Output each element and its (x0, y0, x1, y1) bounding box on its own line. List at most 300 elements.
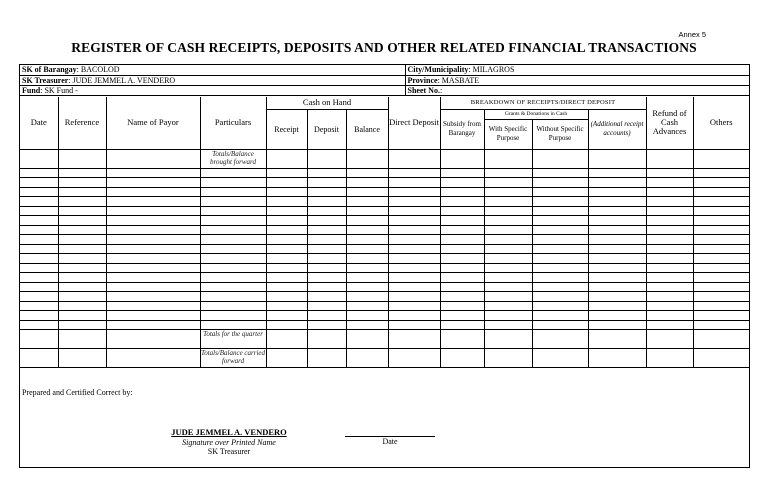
table-cell[interactable] (346, 282, 388, 292)
table-cell[interactable] (200, 254, 266, 264)
table-cell[interactable] (266, 206, 307, 216)
table-cell[interactable] (484, 225, 532, 235)
table-cell[interactable] (646, 263, 693, 273)
table-cell[interactable] (693, 282, 749, 292)
table-cell[interactable] (588, 216, 646, 226)
table-cell[interactable] (106, 149, 200, 168)
table-cell[interactable] (388, 149, 440, 168)
table-cell[interactable] (484, 244, 532, 254)
table-cell[interactable] (646, 206, 693, 216)
table-cell[interactable] (484, 216, 532, 226)
table-cell[interactable] (646, 311, 693, 321)
table-cell[interactable] (200, 206, 266, 216)
table-cell[interactable] (20, 149, 58, 168)
table-cell[interactable] (532, 216, 588, 226)
table-cell[interactable] (266, 225, 307, 235)
table-cell[interactable] (532, 178, 588, 188)
table-cell[interactable] (307, 197, 346, 207)
table-cell[interactable] (532, 282, 588, 292)
table-cell[interactable] (200, 292, 266, 302)
table-cell[interactable] (346, 263, 388, 273)
table-cell[interactable] (440, 197, 484, 207)
table-cell[interactable] (588, 206, 646, 216)
table-cell[interactable] (307, 149, 346, 168)
table-cell[interactable] (646, 235, 693, 245)
table-cell[interactable] (200, 320, 266, 330)
table-cell[interactable] (588, 292, 646, 302)
table-cell[interactable] (106, 216, 200, 226)
table-cell[interactable] (388, 349, 440, 368)
table-cell[interactable] (307, 225, 346, 235)
table-cell[interactable] (440, 311, 484, 321)
table-cell[interactable] (440, 282, 484, 292)
table-cell[interactable] (266, 244, 307, 254)
sheet-value: : (439, 85, 443, 95)
table-cell[interactable] (58, 197, 106, 207)
table-cell[interactable] (346, 178, 388, 188)
table-cell[interactable] (440, 263, 484, 273)
table-cell[interactable] (440, 168, 484, 178)
table-cell[interactable] (307, 320, 346, 330)
table-cell[interactable] (388, 235, 440, 245)
table-cell[interactable] (693, 244, 749, 254)
table-cell[interactable] (588, 178, 646, 188)
table-cell[interactable] (532, 292, 588, 302)
table-cell[interactable] (200, 235, 266, 245)
table-cell[interactable] (307, 168, 346, 178)
table-cell[interactable] (20, 178, 58, 188)
table-cell[interactable] (484, 168, 532, 178)
table-cell[interactable] (58, 149, 106, 168)
table-row (20, 311, 749, 321)
table-cell[interactable] (106, 244, 200, 254)
table-cell[interactable] (588, 254, 646, 264)
table-cell[interactable] (106, 292, 200, 302)
table-cell[interactable] (266, 320, 307, 330)
table-cell[interactable] (307, 301, 346, 311)
table-cell[interactable] (588, 168, 646, 178)
table-cell[interactable] (20, 349, 58, 368)
table-cell[interactable] (20, 263, 58, 273)
table-cell[interactable] (200, 263, 266, 273)
table-cell[interactable] (266, 187, 307, 197)
province-field[interactable] (405, 75, 749, 85)
table-cell[interactable] (20, 244, 58, 254)
table-cell[interactable] (20, 168, 58, 178)
table-cell[interactable] (388, 263, 440, 273)
table-cell[interactable] (440, 216, 484, 226)
table-cell[interactable] (307, 273, 346, 283)
table-cell[interactable] (58, 273, 106, 283)
table-cell[interactable] (484, 311, 532, 321)
table-cell[interactable] (440, 187, 484, 197)
table-cell[interactable] (200, 273, 266, 283)
table-cell[interactable] (58, 263, 106, 273)
table-cell[interactable] (200, 187, 266, 197)
table-cell[interactable] (200, 282, 266, 292)
table-cell[interactable] (440, 178, 484, 188)
table-cell[interactable] (266, 168, 307, 178)
table-cell[interactable] (646, 216, 693, 226)
table-cell[interactable] (20, 330, 58, 349)
table-cell[interactable] (532, 225, 588, 235)
table-cell[interactable] (346, 301, 388, 311)
barangay-label: SK of Barangay (22, 65, 77, 75)
table-cell[interactable] (346, 187, 388, 197)
table-cell[interactable] (346, 225, 388, 235)
table-cell[interactable] (307, 311, 346, 321)
table-cell[interactable] (388, 178, 440, 188)
table-cell[interactable] (346, 216, 388, 226)
table-cell[interactable] (200, 301, 266, 311)
table-cell[interactable] (200, 311, 266, 321)
table-cell[interactable] (588, 273, 646, 283)
table-cell[interactable] (388, 244, 440, 254)
table-cell[interactable] (532, 187, 588, 197)
table-cell[interactable] (388, 311, 440, 321)
table-cell[interactable] (484, 273, 532, 283)
table-cell[interactable] (588, 149, 646, 168)
table-cell[interactable] (20, 311, 58, 321)
table-cell[interactable] (646, 292, 693, 302)
table-cell[interactable] (646, 301, 693, 311)
table-cell[interactable] (20, 282, 58, 292)
table-cell[interactable] (106, 273, 200, 283)
col-header-payor: Name of Payor (106, 97, 200, 149)
table-cell[interactable] (346, 320, 388, 330)
table-cell[interactable] (484, 187, 532, 197)
table-cell[interactable] (693, 197, 749, 207)
table-cell[interactable] (693, 263, 749, 273)
table-cell[interactable] (388, 292, 440, 302)
table-cell[interactable] (532, 311, 588, 321)
table-cell[interactable] (106, 235, 200, 245)
table-cell[interactable] (58, 206, 106, 216)
signature-caption: Signature over Printed Name (182, 437, 276, 447)
table-cell[interactable] (484, 320, 532, 330)
table-cell[interactable] (693, 311, 749, 321)
table-cell[interactable] (693, 292, 749, 302)
table-cell[interactable] (588, 197, 646, 207)
table-cell[interactable] (266, 149, 307, 168)
col-header-reference: Reference (58, 97, 106, 149)
table-cell[interactable] (20, 197, 58, 207)
table-cell[interactable] (693, 187, 749, 197)
table-cell[interactable] (106, 178, 200, 188)
table-cell[interactable] (58, 301, 106, 311)
table-cell[interactable] (58, 178, 106, 188)
table-cell[interactable] (693, 235, 749, 245)
table-cell[interactable] (646, 149, 693, 168)
table-cell[interactable] (646, 244, 693, 254)
table-cell[interactable] (440, 349, 484, 368)
table-cell[interactable] (200, 225, 266, 235)
table-cell[interactable] (532, 301, 588, 311)
table-cell[interactable] (307, 349, 346, 368)
col-header-breakdown: BREAKDOWN OF RECEIPTS/DIRECT DEPOSIT (440, 97, 646, 109)
table-cell[interactable] (346, 168, 388, 178)
table-cell[interactable] (484, 178, 532, 188)
col-header-subsidy: Subsidy from Barangay (440, 109, 484, 149)
table-cell[interactable] (58, 235, 106, 245)
table-cell[interactable] (440, 330, 484, 349)
table-cell[interactable] (58, 282, 106, 292)
table-cell[interactable] (440, 244, 484, 254)
table-cell[interactable] (20, 225, 58, 235)
table-cell[interactable] (388, 187, 440, 197)
table-cell[interactable] (646, 282, 693, 292)
sheet-field[interactable] (405, 85, 749, 95)
fund-field[interactable] (20, 85, 405, 95)
table-cell[interactable] (388, 216, 440, 226)
table-cell[interactable] (532, 197, 588, 207)
table-cell[interactable] (646, 349, 693, 368)
table-cell[interactable] (646, 178, 693, 188)
table-cell[interactable] (646, 330, 693, 349)
treasurer-field[interactable] (20, 75, 405, 85)
table-cell[interactable] (646, 225, 693, 235)
table-cell[interactable] (532, 168, 588, 178)
table-cell[interactable] (588, 244, 646, 254)
table-cell[interactable] (588, 349, 646, 368)
table-cell[interactable] (440, 292, 484, 302)
table-cell[interactable] (693, 273, 749, 283)
table-cell[interactable] (307, 206, 346, 216)
treasurer-name: JUDE JEMMEL A. VENDERO (171, 427, 287, 437)
table-cell[interactable] (106, 168, 200, 178)
table-cell[interactable] (532, 263, 588, 273)
table-cell[interactable] (58, 254, 106, 264)
table-cell[interactable] (106, 282, 200, 292)
table-cell[interactable] (388, 320, 440, 330)
table-cell[interactable] (20, 206, 58, 216)
table-cell[interactable] (588, 330, 646, 349)
table-cell[interactable] (646, 320, 693, 330)
table-cell[interactable] (388, 254, 440, 264)
table-cell[interactable] (106, 301, 200, 311)
table-cell[interactable] (388, 197, 440, 207)
table-cell[interactable] (307, 263, 346, 273)
table-cell[interactable] (200, 197, 266, 207)
table-cell[interactable] (200, 216, 266, 226)
table-cell[interactable] (20, 254, 58, 264)
table-cell[interactable] (588, 187, 646, 197)
table-cell[interactable] (106, 349, 200, 368)
table-cell[interactable] (484, 235, 532, 245)
table-cell[interactable] (484, 292, 532, 302)
table-row (20, 292, 749, 302)
table-cell[interactable] (484, 254, 532, 264)
date-block (345, 428, 435, 446)
col-header-additional: (Additional receipt accounts) (588, 109, 646, 149)
table-cell[interactable] (440, 149, 484, 168)
table-cell[interactable] (106, 197, 200, 207)
table-cell[interactable] (346, 206, 388, 216)
table-cell[interactable] (484, 263, 532, 273)
table-cell[interactable] (646, 197, 693, 207)
table-cell[interactable] (266, 254, 307, 264)
table-cell[interactable] (440, 273, 484, 283)
table-cell[interactable] (266, 263, 307, 273)
table-cell[interactable] (440, 254, 484, 264)
table-cell[interactable] (106, 187, 200, 197)
col-header-receipt: Receipt (266, 109, 307, 149)
table-cell[interactable] (532, 273, 588, 283)
table-cell[interactable] (307, 187, 346, 197)
table-cell[interactable] (588, 235, 646, 245)
table-cell[interactable] (346, 273, 388, 283)
table-cell[interactable] (106, 320, 200, 330)
table-cell[interactable] (20, 301, 58, 311)
table-cell[interactable] (388, 168, 440, 178)
table-cell[interactable] (484, 301, 532, 311)
table-cell[interactable] (266, 349, 307, 368)
table-cell[interactable] (58, 216, 106, 226)
table-cell[interactable] (532, 235, 588, 245)
table-cell[interactable] (532, 149, 588, 168)
table-cell[interactable] (200, 178, 266, 188)
table-cell[interactable] (266, 178, 307, 188)
table-cell[interactable] (588, 263, 646, 273)
table-cell[interactable] (693, 330, 749, 349)
col-header-cash-on-hand: Cash on Hand (266, 97, 388, 109)
table-cell[interactable] (266, 301, 307, 311)
table-cell[interactable] (440, 225, 484, 235)
table-cell[interactable] (693, 320, 749, 330)
table-cell[interactable] (20, 273, 58, 283)
table-cell[interactable] (588, 225, 646, 235)
table-cell[interactable] (307, 216, 346, 226)
table-cell[interactable] (440, 206, 484, 216)
table-cell[interactable] (346, 244, 388, 254)
table-cell[interactable] (440, 301, 484, 311)
table-cell[interactable] (266, 273, 307, 283)
table-cell[interactable] (532, 254, 588, 264)
table-cell[interactable] (346, 292, 388, 302)
table-cell[interactable] (646, 168, 693, 178)
table-cell[interactable] (532, 330, 588, 349)
table-cell[interactable] (693, 301, 749, 311)
table-cell[interactable] (532, 206, 588, 216)
table-cell[interactable] (346, 254, 388, 264)
table-cell[interactable] (346, 149, 388, 168)
table-cell[interactable] (346, 311, 388, 321)
col-header-direct-deposit: Direct Deposit (388, 97, 440, 149)
table-cell[interactable] (388, 282, 440, 292)
table-cell[interactable] (693, 254, 749, 264)
table-cell[interactable] (266, 292, 307, 302)
table-cell[interactable] (693, 225, 749, 235)
table-cell[interactable] (388, 206, 440, 216)
table-cell[interactable] (346, 349, 388, 368)
table-cell[interactable] (388, 273, 440, 283)
table-cell[interactable] (484, 330, 532, 349)
table-cell[interactable] (388, 301, 440, 311)
table-cell[interactable] (346, 330, 388, 349)
table-cell[interactable] (58, 244, 106, 254)
table-cell[interactable] (266, 282, 307, 292)
city-field[interactable] (405, 65, 749, 75)
table-cell[interactable] (58, 349, 106, 368)
table-cell[interactable] (346, 235, 388, 245)
table-cell[interactable] (200, 244, 266, 254)
table-cell[interactable] (693, 216, 749, 226)
table-cell[interactable] (266, 311, 307, 321)
table-cell[interactable] (106, 206, 200, 216)
table-cell[interactable] (346, 197, 388, 207)
table-cell[interactable] (266, 216, 307, 226)
table-cell[interactable] (588, 301, 646, 311)
table-cell[interactable] (20, 216, 58, 226)
table-cell[interactable] (484, 349, 532, 368)
table-cell[interactable] (484, 282, 532, 292)
table-cell[interactable] (307, 292, 346, 302)
table-cell[interactable] (20, 235, 58, 245)
table-cell[interactable] (106, 330, 200, 349)
table-cell[interactable] (646, 273, 693, 283)
table-cell[interactable] (532, 349, 588, 368)
table-cell[interactable] (106, 225, 200, 235)
table-cell[interactable] (307, 254, 346, 264)
table-cell[interactable] (307, 178, 346, 188)
table-cell[interactable] (588, 311, 646, 321)
table-cell[interactable] (693, 349, 749, 368)
barangay-field[interactable] (20, 65, 405, 75)
particulars-summary-cell: Totals for the quarter (200, 330, 266, 349)
table-cell[interactable] (484, 206, 532, 216)
table-cell[interactable] (106, 311, 200, 321)
table-cell[interactable] (58, 311, 106, 321)
table-cell[interactable] (20, 187, 58, 197)
table-cell[interactable] (307, 330, 346, 349)
table-cell[interactable] (440, 320, 484, 330)
table-cell[interactable] (484, 197, 532, 207)
table-cell[interactable] (307, 244, 346, 254)
table-cell[interactable] (58, 168, 106, 178)
table-cell[interactable] (266, 330, 307, 349)
table-cell[interactable] (693, 149, 749, 168)
table-cell[interactable] (58, 187, 106, 197)
table-cell[interactable] (532, 244, 588, 254)
table-cell[interactable] (693, 178, 749, 188)
table-cell[interactable] (307, 235, 346, 245)
table-cell[interactable] (693, 206, 749, 216)
table-cell[interactable] (388, 225, 440, 235)
table-cell[interactable] (484, 149, 532, 168)
table-cell[interactable] (58, 225, 106, 235)
table-cell[interactable] (532, 320, 588, 330)
table-cell[interactable] (106, 263, 200, 273)
particulars-summary-cell: Totals/Balance brought forward (200, 149, 266, 168)
table-cell[interactable] (307, 282, 346, 292)
table-cell[interactable] (266, 197, 307, 207)
table-cell[interactable] (693, 168, 749, 178)
table-cell[interactable] (266, 235, 307, 245)
table-cell[interactable] (106, 254, 200, 264)
table-cell[interactable] (588, 282, 646, 292)
table-cell[interactable] (646, 187, 693, 197)
table-cell[interactable] (200, 168, 266, 178)
table-cell[interactable] (58, 292, 106, 302)
table-cell[interactable] (20, 292, 58, 302)
table-cell[interactable] (588, 320, 646, 330)
table-cell[interactable] (58, 330, 106, 349)
table-cell[interactable] (58, 320, 106, 330)
table-cell[interactable] (20, 320, 58, 330)
table-cell[interactable] (388, 330, 440, 349)
table-cell[interactable] (646, 254, 693, 264)
table-cell[interactable] (440, 235, 484, 245)
